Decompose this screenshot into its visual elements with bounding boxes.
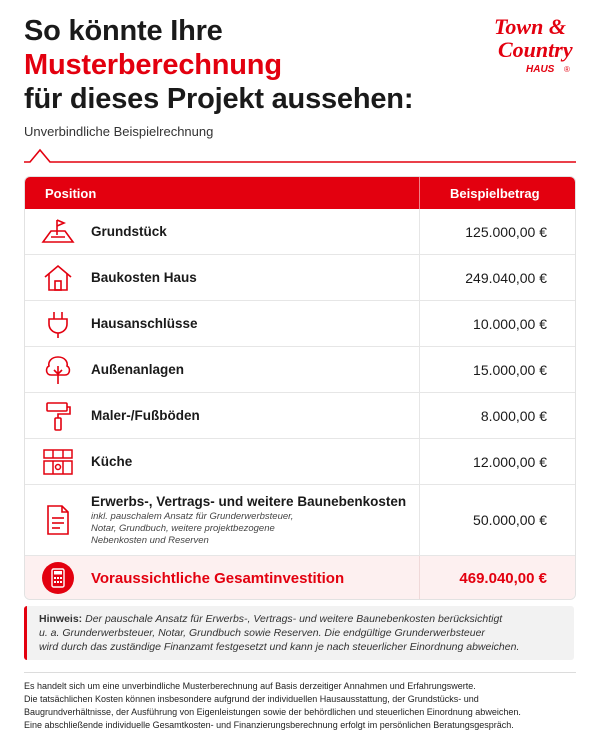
kitchen-icon [25, 447, 91, 477]
row-value: 15.000,00 € [419, 347, 575, 392]
row-value: 249.040,00 € [419, 255, 575, 300]
total-label: Voraussichtliche Gesamtinvestition [91, 569, 345, 587]
footer-line: Die tatsächlichen Kosten können insbesondere aufgrund der individuellen Hausausstattung, der Grundstücks- und [24, 694, 479, 704]
page-headline [24, 14, 413, 116]
row-label-text: Erwerbs-, Vertrags- und weitere Baunebenkosten [91, 493, 407, 509]
paint-roller-icon [25, 400, 91, 432]
row-value: 125.000,00 € [419, 209, 575, 254]
row-label: Küche [91, 454, 133, 469]
table-header [25, 177, 575, 209]
hint-box [24, 606, 574, 660]
footer-disclaimer [24, 680, 580, 732]
table-row [25, 393, 575, 439]
subtitle: Unverbindliche Beispielrechnung [24, 124, 214, 139]
plot-flag-icon [25, 217, 91, 247]
row-label: Hausanschlüsse [91, 316, 198, 331]
col-amount-header: Beispielbetrag [419, 177, 575, 209]
row-label: Baukosten Haus [91, 270, 197, 285]
table-row [25, 209, 575, 255]
total-value: 469.040,00 € [419, 556, 575, 600]
cost-table [24, 176, 576, 600]
row-note-line: Nebenkosten und Reserven [91, 534, 209, 546]
row-label [91, 494, 419, 547]
col-position-header: Position [45, 185, 97, 201]
headline-line-3: für dieses Projekt aussehen: [24, 83, 414, 115]
row-label: Grundstück [91, 224, 167, 239]
house-divider-line [24, 142, 576, 166]
headline-line-2: Musterberechnung [24, 49, 282, 81]
hint-text-line: u. a. Grunderwerbsteuer, Notar, Grundbuch sowie Reserven. Die endgültige Grunderwerbsteuer [39, 627, 485, 639]
total-row [25, 556, 575, 600]
table-row [25, 255, 575, 301]
logo-line-3: HAUS [526, 64, 555, 75]
table-row [25, 347, 575, 393]
table-row [25, 485, 575, 556]
table-row [25, 301, 575, 347]
logo-line-2: Country [498, 37, 573, 62]
hint-label: Hinweis: [39, 613, 83, 625]
table-row [25, 439, 575, 485]
calculator-icon [25, 561, 91, 595]
headline-line-1: So könnte Ihre [24, 15, 223, 47]
tree-icon [25, 354, 91, 386]
town-country-logo [486, 12, 586, 78]
row-label: Außenanlagen [91, 362, 185, 377]
row-value: 50.000,00 € [419, 485, 575, 555]
footer-line: Baugrundverhältnisse, der Ausführung von Eigenleistungen sowie der behördlichen und steuerlichen Einordnung abweichen. [24, 707, 521, 717]
row-note-line: inkl. pauschalem Ansatz für Grunderwerbsteuer, [91, 510, 294, 522]
row-note-line: Notar, Grundbuch, weitere projektbezogene [91, 522, 275, 534]
footer-line: Es handelt sich um eine unverbindliche Musterberechnung auf Basis derzeitiger Annahmen und Erfahrungswerte. [24, 681, 476, 691]
row-note [91, 511, 419, 547]
footer-divider [24, 672, 576, 673]
plug-icon [25, 309, 91, 339]
document-icon [25, 504, 91, 536]
logo-registered-mark: ® [564, 65, 570, 74]
house-icon [25, 263, 91, 293]
row-value: 8.000,00 € [419, 393, 575, 438]
row-value: 12.000,00 € [419, 439, 575, 484]
hint-text-line: wird durch das zuständige Finanzamt festgesetzt und kann je nach steuerlicher Einordnung abweichen. [39, 641, 520, 653]
row-label: Maler-/Fußböden [91, 408, 200, 423]
row-value: 10.000,00 € [419, 301, 575, 346]
hint-text-line: Der pauschale Ansatz für Erwerbs-, Vertrags- und weitere Baunebenkosten berücksichtigt [85, 613, 503, 625]
footer-line: Eine abschließende individuelle Gesamtkosten- und Finanzierungsberechnung erfolgt im persönlichen Beratungsgespräch. [24, 720, 514, 730]
logo-line-1: Town & [494, 14, 566, 39]
